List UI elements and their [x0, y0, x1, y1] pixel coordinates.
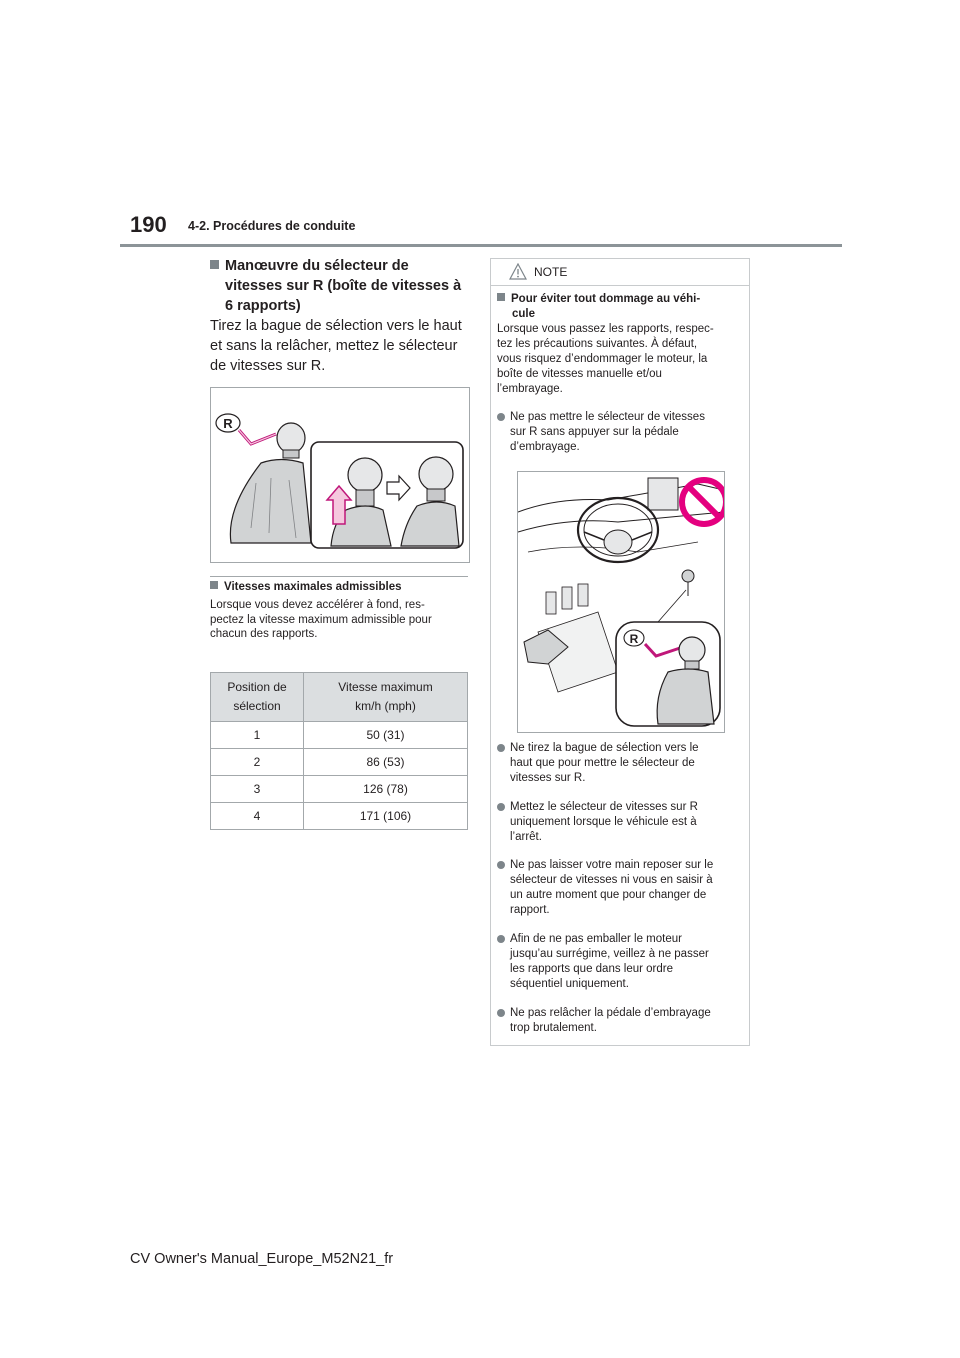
header-line: Position de — [227, 680, 287, 694]
note-header — [491, 259, 749, 286]
bullet-line: Afin de ne pas emballer le moteur — [510, 933, 682, 945]
steering-wheel-icon — [578, 498, 658, 562]
bullet-line: rapport. — [510, 904, 550, 916]
main-paragraph-line: et sans la relâcher, mettez le sélecteur — [210, 338, 458, 354]
main-heading-line-2: vitesses sur R (boîte de vitesses à — [225, 278, 462, 294]
page-number: 190 — [130, 212, 167, 237]
table-header-position — [211, 673, 304, 722]
gear-knob-icon — [230, 423, 311, 543]
cockpit-figure — [517, 471, 725, 733]
reverse-badge-icon — [216, 414, 240, 432]
bullet-line: haut que pour mettre le sélecteur de — [510, 757, 695, 769]
sub-paragraph-line: pectez la vitesse maximum admissible pour — [210, 613, 432, 626]
bullet-line: Mettez le sélecteur de vitesses sur R — [510, 801, 698, 813]
bullet-line: d’embrayage. — [510, 441, 580, 453]
header-line: sélection — [233, 699, 281, 713]
bullet-line: l’arrêt. — [510, 831, 542, 843]
sub-heading — [210, 581, 470, 593]
table-cell-speed: 86 (53) — [304, 749, 468, 776]
bullet-dot-icon — [497, 413, 505, 421]
bullet-line: Ne pas mettre le sélecteur de vitesses — [510, 411, 705, 423]
cockpit-illustration — [518, 472, 724, 732]
table-header-speed — [304, 673, 468, 722]
reverse-badge-icon — [624, 630, 644, 646]
note-heading-line-2: cule — [512, 308, 536, 320]
gear-shift-illustration — [211, 388, 469, 562]
warning-triangle-icon — [509, 263, 527, 280]
bullet-line: Ne pas relâcher la pédale d’embrayage — [510, 1007, 711, 1019]
bullet-line: les rapports que dans leur ordre — [510, 963, 674, 975]
note-bullet — [497, 800, 748, 845]
sub-paragraph — [210, 598, 470, 642]
sub-heading-text: Vitesses maximales admissibles — [224, 581, 402, 593]
square-bullet-icon — [210, 260, 219, 269]
table-cell-speed: 50 (31) — [304, 722, 468, 749]
bullet-line: vitesses sur R. — [510, 772, 586, 784]
footer-text: CV Owner's Manual_Europe_M52N21_fr — [130, 1251, 394, 1267]
table-row — [211, 749, 468, 776]
note-heading — [497, 292, 745, 322]
note-bullet — [497, 858, 748, 918]
section-divider — [210, 576, 468, 577]
bullet-line: Ne tirez la bague de sélection vers le — [510, 742, 699, 754]
note-bullet — [497, 410, 748, 455]
note-intro-line: l’embrayage. — [497, 383, 563, 395]
main-heading-line-1: Manœuvre du sélecteur de — [225, 258, 409, 274]
bullet-dot-icon — [497, 935, 505, 943]
note-heading-line-1: Pour éviter tout dommage au véhi- — [511, 293, 701, 305]
table-cell-position: 2 — [211, 749, 304, 776]
bullet-dot-icon — [497, 744, 505, 752]
main-paragraph-line: Tirez la bague de sélection vers le haut — [210, 318, 462, 334]
note-intro-line: Lorsque vous passez les rapports, respec- — [497, 323, 714, 335]
note-label: NOTE — [534, 265, 568, 279]
note-bullet — [497, 932, 748, 992]
bullet-line: trop brutalement. — [510, 1022, 597, 1034]
bullet-line: uniquement lorsque le véhicule est à — [510, 816, 697, 828]
bullet-line: séquentiel uniquement. — [510, 978, 629, 990]
bullet-dot-icon — [497, 861, 505, 869]
table-cell-speed: 171 (106) — [304, 803, 468, 830]
table-cell-position: 4 — [211, 803, 304, 830]
bullet-dot-icon — [497, 1009, 505, 1017]
header-line: Vitesse maximum — [338, 680, 433, 694]
table-row — [211, 776, 468, 803]
bullet-line: sur R sans appuyer sur la pédale — [510, 426, 679, 438]
display-screen-icon — [648, 478, 678, 510]
table-cell-position: 1 — [211, 722, 304, 749]
gear-shift-figure — [210, 387, 470, 563]
note-bullet — [497, 1006, 748, 1036]
reverse-badge-letter: R — [223, 416, 233, 431]
bullet-line: Ne pas laisser votre main reposer sur le — [510, 859, 714, 871]
table-row — [211, 803, 468, 830]
table-cell-speed: 126 (78) — [304, 776, 468, 803]
bullet-dot-icon — [497, 803, 505, 811]
square-bullet-icon — [210, 581, 218, 589]
table-cell-position: 3 — [211, 776, 304, 803]
header-line: km/h (mph) — [355, 699, 416, 713]
main-heading — [210, 256, 470, 316]
square-bullet-icon — [497, 293, 505, 301]
note-intro — [497, 322, 745, 397]
bullet-line: jusqu’au surrégime, veillez à ne passer — [510, 948, 709, 960]
section-title: 4-2. Procédures de conduite — [188, 219, 356, 233]
sub-paragraph-line: Lorsque vous devez accélérer à fond, res- — [210, 599, 425, 611]
main-paragraph — [210, 316, 470, 376]
table-header-row — [211, 673, 468, 722]
note-intro-line: tez les précautions suivantes. À défaut, — [497, 338, 698, 350]
header-rule — [120, 244, 842, 247]
bullet-line: un autre moment que pour changer de — [510, 889, 707, 901]
table-row — [211, 722, 468, 749]
prohibition-icon — [682, 480, 724, 524]
note-intro-line: vous risquez d’endommager le moteur, la — [497, 353, 708, 365]
note-intro-line: boîte de vitesses manuelle et/ou — [497, 368, 662, 380]
bullet-line: sélecteur de vitesses ni vous en saisir à — [510, 874, 713, 886]
max-speed-table — [210, 672, 468, 830]
main-heading-line-3: 6 rapports) — [225, 298, 301, 314]
sub-paragraph-line: chacun des rapports. — [210, 628, 318, 640]
main-paragraph-line: de vitesses sur R. — [210, 358, 326, 374]
note-bullet — [497, 741, 748, 786]
reverse-badge-letter: R — [629, 632, 639, 646]
